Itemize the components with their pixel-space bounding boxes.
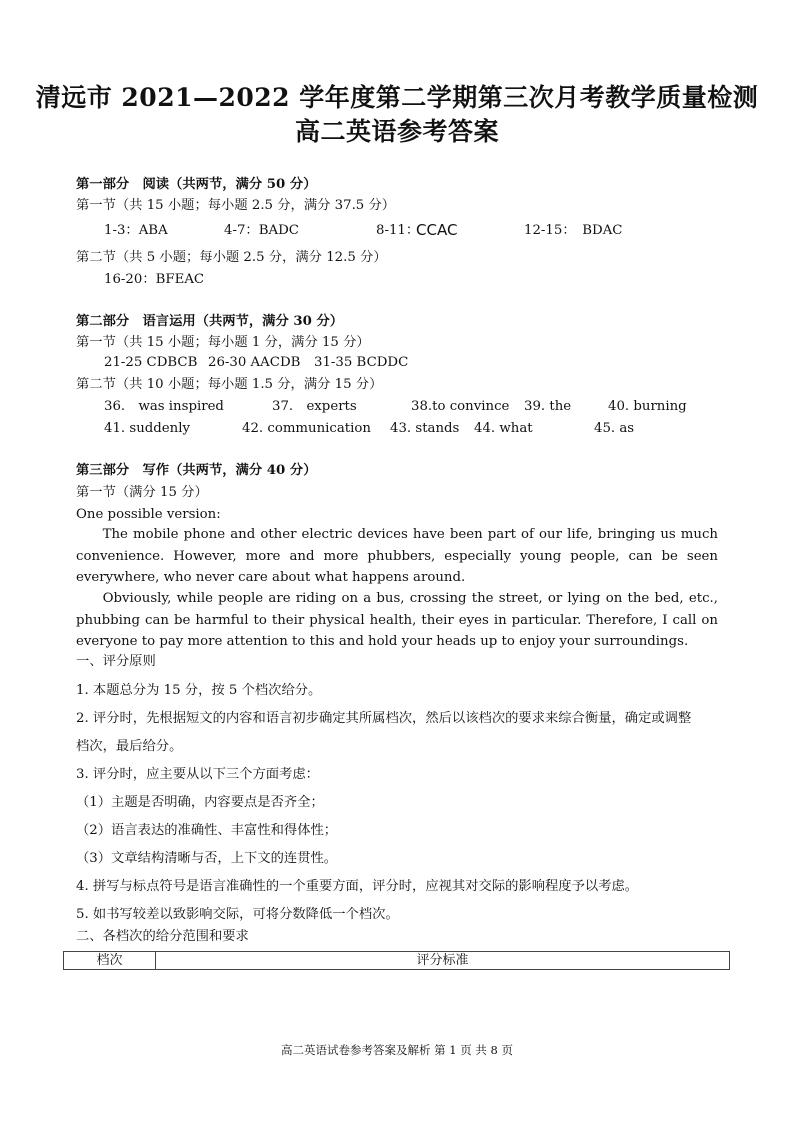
- answer-16-20: 16-20：BFEAC: [104, 272, 205, 287]
- table-header-level: 档次: [64, 952, 156, 969]
- document-title: 清远市 2021—2022 学年度第二学期第三次月考教学质量检测: [35, 83, 759, 112]
- answer-8-11-value: CCAC: [416, 221, 458, 239]
- rule-5: 5. 如书写较差以致影响交际，可将分数降低一个档次。: [76, 907, 399, 922]
- levels-title: 二、各档次的给分范围和要求: [76, 929, 249, 944]
- answer-42: 42. communication: [242, 421, 371, 436]
- answer-38: 38.to convince: [411, 399, 510, 414]
- rule-3-2: （2）语言表达的准确性、丰富性和得体性；: [76, 823, 338, 838]
- rule-3: 3. 评分时，应主要从以下三个方面考虑：: [76, 767, 319, 782]
- rule-3-3: （3）文章结构清晰与否，上下文的连贯性。: [76, 851, 338, 866]
- document-subtitle: 高二英语参考答案: [294, 117, 499, 146]
- answer-40: 40. burning: [608, 399, 687, 414]
- part1-sec2-desc: 第二节（共 5 小题；每小题 2.5 分，满分 12.5 分）: [76, 250, 387, 265]
- version-label: One possible version:: [76, 507, 221, 522]
- rule-2-line2: 档次，最后给分。: [76, 739, 183, 754]
- part2-sec1-desc: 第一节（共 15 小题；每小题 1 分，满分 15 分）: [76, 335, 370, 350]
- rule-2-line1: 2. 评分时，先根据短文的内容和语言初步确定其所属档次，然后以该档次的要求来综合衡量，确定或调整: [76, 711, 692, 726]
- part2-heading: 第二部分 语言运用（共两节，满分 30 分）: [76, 314, 344, 329]
- answer-26-30: 26-30 AACDB: [208, 355, 301, 370]
- answer-45: 45. as: [594, 421, 635, 436]
- part2-sec2-desc: 第二节（共 10 小题；每小题 1.5 分，满分 15 分）: [76, 377, 383, 392]
- answer-4-7: 4-7：BADC: [224, 223, 299, 238]
- answer-31-35: 31-35 BCDDC: [314, 355, 409, 370]
- rule-3-1: （1）主题是否明确，内容要点是否齐全；: [76, 795, 324, 810]
- part1-sec1-desc: 第一节（共 15 小题；每小题 2.5 分，满分 37.5 分）: [76, 198, 396, 213]
- principles-title: 一、评分原则: [76, 654, 156, 669]
- essay-paragraph-2: Obviously, while people are riding on a bus, crossing the street, or lying on the bed, etc., phubbing can be harmful to their physical health, their eyes in particular. Therefore, I call on everyone to pay more attention to this and hold your heads up to enjoy your surroundings.: [76, 591, 718, 649]
- answer-36: 36. was inspired: [104, 399, 224, 414]
- page-footer: 高二英语试卷参考答案及解析 第 1 页 共 8 页: [280, 1043, 514, 1057]
- part3-heading: 第三部分 写作（共两节，满分 40 分）: [76, 463, 317, 478]
- answer-12-15: 12-15： BDAC: [524, 223, 623, 238]
- table-header-criteria: 评分标准: [416, 953, 469, 968]
- rule-1: 1. 本题总分为 15 分，按 5 个档次给分。: [76, 683, 322, 698]
- rule-4: 4. 拼写与标点符号是语言准确性的一个重要方面，评分时，应视其对交际的影响程度予以考虑。: [76, 879, 639, 894]
- answer-43: 43. stands: [390, 421, 460, 436]
- answer-41: 41. suddenly: [104, 421, 190, 436]
- answer-44: 44. what: [474, 421, 533, 436]
- answer-39: 39. the: [524, 399, 572, 414]
- grading-table-header: [63, 951, 730, 970]
- answer-21-25: 21-25 CDBCB: [104, 355, 198, 370]
- essay-paragraph-1: The mobile phone and other electric devices have been part of our life, bringing us much convenience. However, more and more phubbers, especially young people, can be seen everywhere, who never care about what happens around.: [76, 527, 718, 585]
- answer-1-3: 1-3：ABA: [104, 223, 168, 238]
- part3-sec1-desc: 第一节（满分 15 分）: [76, 485, 208, 500]
- answer-37: 37. experts: [272, 399, 357, 414]
- answer-8-11-label: 8-11：: [376, 223, 420, 238]
- part1-heading: 第一部分 阅读（共两节，满分 50 分）: [76, 177, 317, 192]
